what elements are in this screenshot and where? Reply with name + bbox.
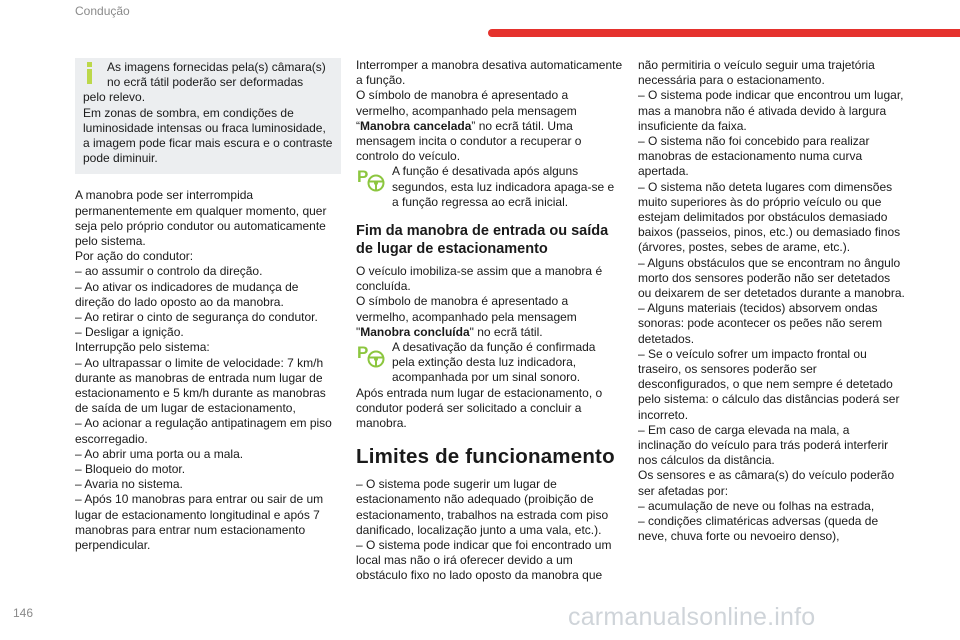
paragraph: Por ação do condutor: bbox=[75, 249, 194, 264]
header-accent-bar bbox=[488, 29, 960, 37]
list-item: – acumulação de neve ou folhas na estrada, bbox=[638, 498, 875, 513]
page-number: 146 bbox=[13, 606, 34, 620]
svg-text:P: P bbox=[357, 167, 369, 187]
paragraph bbox=[356, 88, 624, 164]
list-item: – ao assumir o controlo da direção. bbox=[75, 264, 263, 279]
text-span: ” no ecrã tátil. Uma mensagem incita o condutor a recuperar o controlo do veículo. bbox=[356, 118, 582, 164]
paragraph bbox=[356, 294, 624, 340]
list-item: – condições climatéricas adversas (queda de neve, chuva forte ou nevoeiro denso), bbox=[638, 514, 879, 544]
subheading: Fim da manobra de entrada ou saída de lugar de estacionamento bbox=[356, 223, 609, 258]
indicator-note bbox=[356, 164, 624, 210]
list-item: – Bloqueio do motor. bbox=[75, 462, 186, 477]
list-item: – Ao ultrapassar o limite de velocidade: 7 km/h durante as manobras de entrada num lugar de estacionamento e 5 km/h durante as manobras de saída de um lugar de estacionamento, bbox=[75, 355, 326, 416]
info-note bbox=[75, 58, 341, 174]
list-item: – Se o veículo sofrer um impacto frontal ou traseiro, os sensores poderão ser desconfigurados, o que nem sempre é detetado pelo sistema: o cálculo das distâncias poderá ser incorreto. bbox=[638, 346, 900, 422]
list-item: – O sistema não deteta lugares com dimensões muito superiores às do próprio veículo ou que estejam delimitados por obstáculos demasiado baixos (passeios, pinos, etc.) ou demasiado finos (árvores, postes, sebes de arame, etc.). bbox=[638, 179, 901, 255]
indicator-text-1: A função é desativada após alguns bbox=[392, 164, 579, 179]
list-item: – Após 10 manobras para entrar ou sair de um lugar de estacionamento longitudinal e após 7 manobras para entrar num estacionamento perpendicular. bbox=[75, 492, 324, 553]
list-item: – Avaria no sistema. bbox=[75, 477, 183, 492]
list-item: – Desligar a ignição. bbox=[75, 325, 184, 340]
message-completed: Manobra concluída bbox=[360, 324, 470, 339]
list-item: – O sistema pode indicar que encontrou um lugar, mas a manobra não é ativada devido à largura insuficiente da faixa. bbox=[638, 88, 904, 133]
indicator-note bbox=[356, 340, 624, 386]
column-middle bbox=[356, 58, 624, 584]
column-left bbox=[75, 58, 341, 553]
message-cancelled: Manobra cancelada bbox=[360, 118, 472, 133]
text-span: O símbolo de manobra é apresentado a vermelho, acompanhado pela mensagem “ bbox=[356, 88, 577, 133]
note-line-2: no ecrã tátil poderão ser deformadas bbox=[107, 75, 304, 90]
list-item: – O sistema não foi concebido para realizar manobras de estacionamento numa curva apertada. bbox=[638, 134, 870, 179]
list-item: – Ao retirar o cinto de segurança do condutor. bbox=[75, 310, 318, 325]
indicator-text-1: A desativação da função é confirmada bbox=[392, 340, 596, 355]
paragraph: Interromper a manobra desativa automaticamente a função. bbox=[356, 58, 623, 88]
list-item: – Alguns materiais (tecidos) absorvem ondas sonoras: pode acontecer os peões não serem detetados. bbox=[638, 301, 883, 346]
parking-steering-wheel-icon bbox=[356, 342, 386, 368]
text-span: O símbolo de manobra é apresentado a vermelho, acompanhado pela mensagem " bbox=[356, 294, 577, 339]
section-heading: Limites de funcionamento bbox=[356, 445, 615, 469]
section-title: Condução bbox=[75, 4, 130, 18]
paragraph: O veículo imobiliza-se assim que a manobra é concluída. bbox=[356, 264, 603, 294]
list-item: – Ao acionar a regulação antipatinagem em piso escorregadio. bbox=[75, 416, 332, 446]
list-item: – O sistema pode sugerir um lugar de estacionamento não adequado (proibição de estacionamento, trabalhos na estrada com piso danificado, localização junto a uma vala, etc.). bbox=[356, 477, 609, 537]
list-item: – Ao abrir uma porta ou a mala. bbox=[75, 446, 244, 461]
list-item: – Ao ativar os indicadores de mudança de direção do lado oposto ao da manobra. bbox=[75, 279, 299, 309]
indicator-text-2: pela extinção desta luz indicadora, bbox=[392, 355, 577, 370]
note-line-1: As imagens fornecidas pela(s) câmara(s) bbox=[107, 60, 326, 74]
indicator-text-2: segundos, esta luz indicadora apaga-se e bbox=[392, 179, 615, 194]
list-item: – O sistema pode indicar que foi encontrado um local mas não o irá oferecer devido a um obstáculo fixo no lado oposto da manobra que bbox=[356, 538, 612, 583]
text-span: " no ecrã tátil. bbox=[469, 324, 543, 339]
list-item: não permitiria o veículo seguir uma trajetória necessária para o estacionamento. bbox=[638, 58, 875, 88]
note-text: pelo relevo. Em zonas de sombra, em condições de luminosidade intensas ou fraca luminosidade, a imagem pode ficar mais escura e o contraste pode diminuir. bbox=[83, 90, 333, 166]
watermark: carmanualsonline.info bbox=[568, 603, 816, 631]
parking-steering-wheel-icon bbox=[356, 166, 386, 192]
svg-text:P: P bbox=[357, 343, 369, 363]
info-icon bbox=[82, 62, 98, 84]
paragraph: A manobra pode ser interrompida permanentemente em qualquer momento, quer seja pelo próprio condutor ou automaticamente pelo sistema. bbox=[75, 188, 327, 249]
list-item: – Em caso de carga elevada na mala, a inclinação do veículo para trás poderá interferir nos cálculos da distância. bbox=[638, 422, 889, 468]
indicator-text-3: a função regressa ao ecrã inicial. bbox=[392, 194, 569, 209]
paragraph: Após entrada num lugar de estacionamento, o condutor poderá ser solicitado a concluir a manobra. bbox=[356, 385, 603, 431]
indicator-text-3: acompanhada por um sinal sonoro. bbox=[392, 370, 581, 385]
column-right bbox=[638, 58, 906, 545]
paragraph: Interrupção pelo sistema: bbox=[75, 340, 210, 355]
paragraph: Os sensores e as câmara(s) do veículo poderão ser afetadas por: bbox=[638, 468, 895, 498]
list-item: – Alguns obstáculos que se encontram no ângulo morto dos sensores poderão não ser detetados ou deixarem de ser detetados durante a manobra. bbox=[638, 255, 905, 301]
